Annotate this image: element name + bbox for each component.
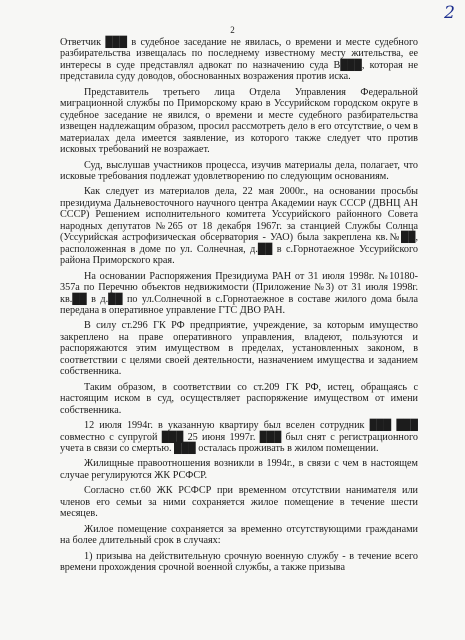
paragraph-article-296: В силу ст.296 ГК РФ предприятие, учреждение, за которым имущество закреплено на праве оперативного управления, владеют, пользуются и распоряжаются этим имуществом в пределах, установленных законом, в соответствии с целями своей деятельности, назначением имущества и заданием собственника. (60, 320, 418, 378)
paragraph-housing-retained: Жилое помещение сохраняется за временно отсутствующими гражданами на более длительный срок в случаях: (60, 523, 418, 547)
paragraph-1994-settlement: 12 июля 1994г. в указанную квартиру был вселен сотрудник ███ ███ совместно с супругой ███ 25 июня 1997г. ███ был снят с регистрационного учета в связи со смертью. ███ осталась проживать в жилом помещении. (60, 420, 418, 454)
document-body (60, 37, 418, 577)
paragraph-court-opinion: Суд, выслушав участников процесса, изучив материалы дела, полагает, что исковые требования подлежат удовлетворению по следующим основаниям. (60, 159, 418, 182)
paragraph-article-209: Таким образом, в соответствии со ст.209 ГК РФ, истец, обращаясь с настоящим иском в суд, осуществляет распоряжение имуществом от имени собственника. (60, 381, 418, 416)
paragraph-housing-relations: Жилищные правоотношения возникли в 1994г., в связи с чем в настоящем случае регулируются ЖК РСФСР. (60, 458, 418, 481)
paragraph-ran-order: На основании Распоряжения Президиума РАН от 31 июля 1998г. №10180-357а по Перечню объектов недвижимости (Приложение №3) от 31 июля 1998г. кв.██ в д.██ по ул.Солнечной в с.Горнотаежное в составе жилого дома была передана в оперативное управление ГТС ДВО РАН. (60, 270, 418, 316)
paragraph-third-party: Представитель третьего лица Отдела Управления Федеральной миграционной службы по Приморскому краю в Уссурийском городском округе в судебное заседание не явился, о времени и месте судебного разбирательства извещен надлежащим образом, просил рассмотреть дело в его отсутствие, о чем в материалах дела имеется заявление, из которого также следует что против исковых требований не возражает. (60, 86, 418, 156)
paragraph-defendant: Ответчик ███ в судебное заседание не явилась, о времени и месте судебного разбирательства извещалась по последнему известному месту жительства, ее интересы в суде представлял адвокат по назначению суда В███, которая не представила суду доводов, обоснованных возражения против иска. (60, 37, 418, 83)
paragraph-case-materials: Как следует из материалов дела, 22 мая 2000г., на основании просьбы президиума Дальневосточного научного центра Академии наук СССР (ДВНЦ АН СССР) Решением исполнительного комитета Уссурийского районного Совета народных депутатов №265 от 18 декабря 1967г. за станцией Службы Солнца (Уссурийская астрофизическая обсерватория - УАО) была закреплена кв.№██, расположенная в доме по ул. Солнечная, д.██ в с.Горнотаежное Уссурийского района Приморского края. (60, 186, 418, 267)
page-number: 2 (230, 25, 235, 35)
paragraph-list-item-1: 1) призыва на действительную срочную военную службу - в течение всего времени прохождения срочной военной службы, а также призыва (60, 550, 418, 574)
handwritten-page-mark: 2 (444, 3, 455, 23)
paragraph-article-60: Согласно ст.60 ЖК РСФСР при временном отсутствии нанимателя или членов его семьи за ними сохраняется жилое помещение в течение шести месяцев. (60, 485, 418, 520)
